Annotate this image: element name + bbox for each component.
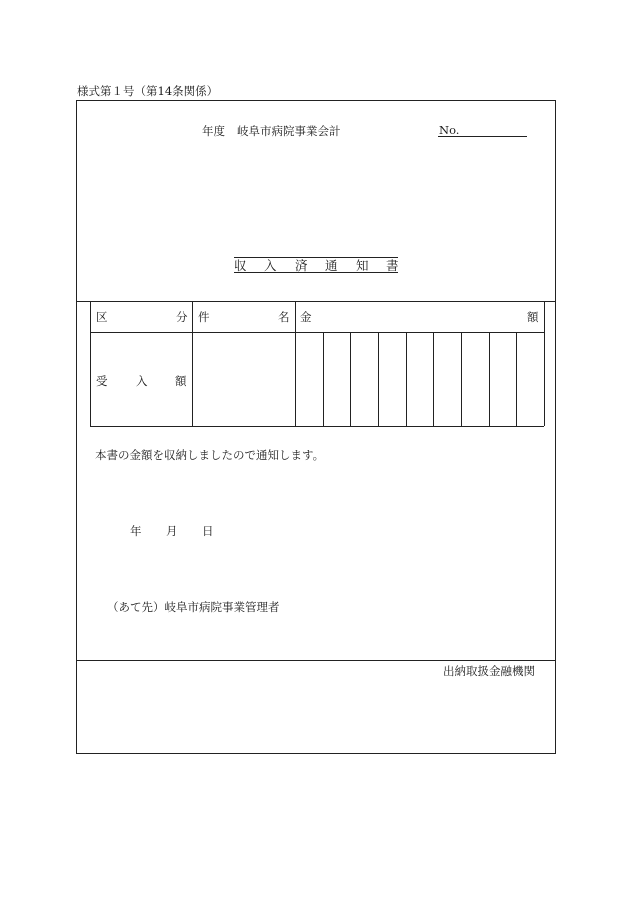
- title-char: 知: [356, 258, 369, 273]
- form-frame: [76, 100, 556, 754]
- fiscal-year-label: 年度: [202, 124, 225, 138]
- title-char: 入: [264, 258, 277, 273]
- document-title: [234, 256, 399, 273]
- notice-text: 本書の金額を収納しましたので通知します。: [95, 448, 325, 462]
- row-label-char: 入: [136, 374, 148, 388]
- footer-divider: [76, 660, 556, 661]
- form-number-label: 様式第１号（第14条関係）: [77, 84, 219, 98]
- document-number-label: No.: [439, 123, 460, 137]
- title-char: 通: [325, 258, 338, 273]
- amount-digits-cell[interactable]: [296, 333, 543, 425]
- date-year-label: 年: [130, 524, 142, 538]
- table-right-border: [544, 301, 545, 426]
- header-item-char: 名: [278, 310, 290, 324]
- title-underline: [234, 272, 398, 273]
- addressee-text: （あて先）岐阜市病院事業管理者: [107, 600, 280, 614]
- title-char: 済: [295, 258, 308, 273]
- financial-institution-label: 出納取扱金融機関: [443, 664, 535, 678]
- title-char: 書: [386, 258, 399, 273]
- header-category-char: 分: [176, 310, 188, 324]
- account-name: 岐阜市病院事業会計: [237, 124, 341, 138]
- header-item-char: 件: [198, 310, 210, 324]
- table-top-border: [76, 301, 556, 302]
- table-left-border: [90, 301, 91, 426]
- row-label-char: 額: [175, 374, 187, 388]
- header-amount-char: 金: [300, 310, 312, 324]
- header-amount-char: 額: [527, 310, 539, 324]
- date-day-label: 日: [202, 524, 214, 538]
- title-char: 収: [234, 258, 247, 273]
- table-bottom-border: [90, 426, 544, 427]
- header-category-char: 区: [96, 310, 108, 324]
- date-month-label: 月: [166, 524, 178, 538]
- document-number-field[interactable]: [438, 136, 527, 137]
- item-name-cell[interactable]: [193, 333, 294, 425]
- row-label-char: 受: [96, 374, 108, 388]
